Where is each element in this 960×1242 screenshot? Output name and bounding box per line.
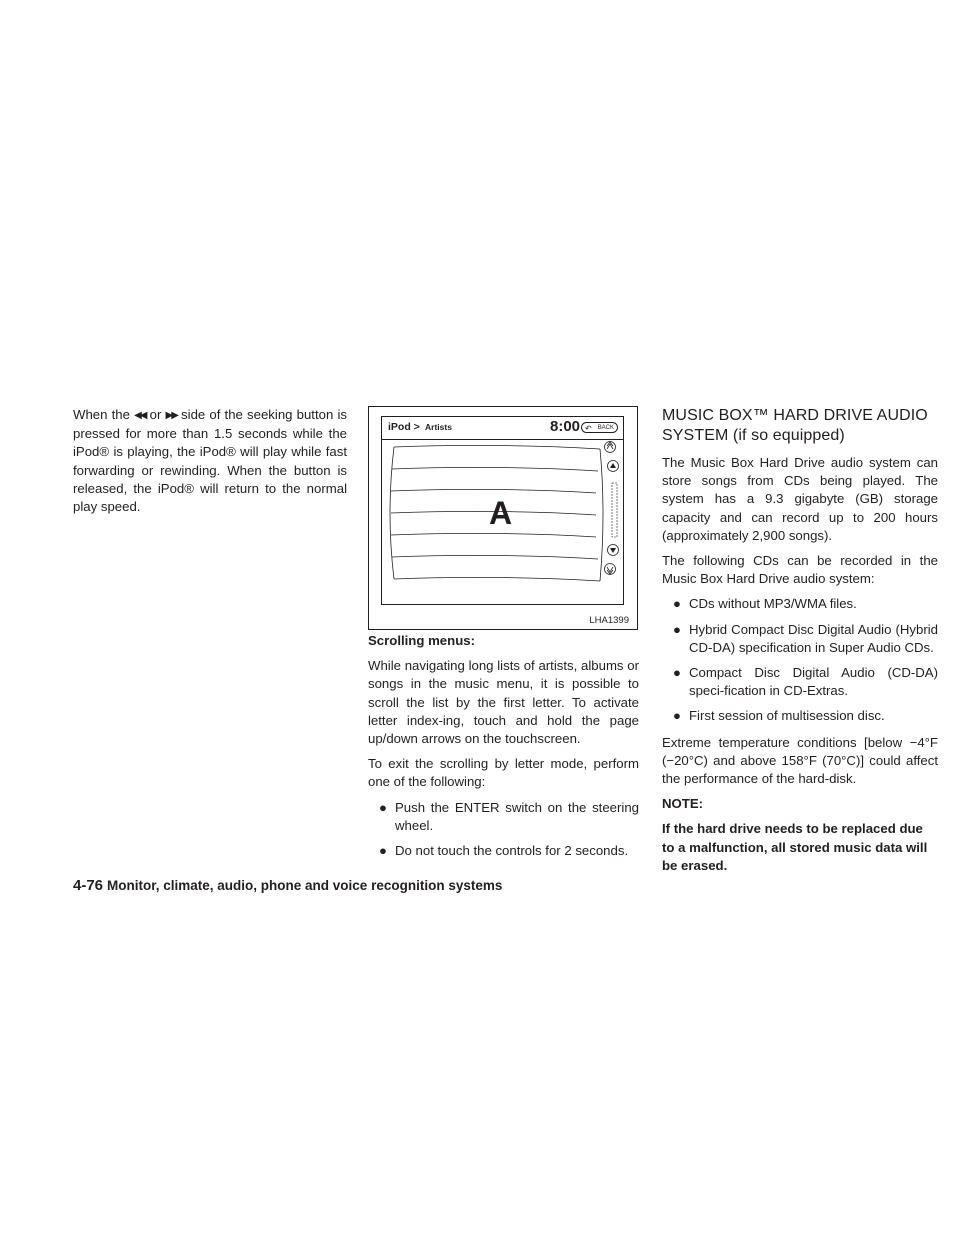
bullet-icon: ● [379, 799, 387, 815]
screen-header [382, 417, 623, 440]
breadcrumb-root: iPod > [388, 421, 420, 433]
list-row-divider [394, 445, 600, 449]
list-row-divider [394, 577, 600, 581]
column-3 [662, 406, 938, 882]
bullet-icon: ● [673, 596, 681, 612]
page-up-arrow-icon[interactable] [605, 442, 616, 453]
back-button[interactable]: ↶ BACK [581, 422, 618, 433]
list-item: ● Compact Disc Digital Audio (CD-DA) speci-fication in CD-Extras. [673, 665, 938, 699]
list-item: ● First session of multisession disc. [662, 707, 938, 725]
page-footer [73, 877, 502, 895]
bullet-icon: ● [379, 843, 387, 859]
bullet-icon: ● [673, 708, 681, 724]
letter-index: A [489, 495, 513, 531]
scrollbar [612, 483, 617, 537]
list-row-divider [392, 555, 598, 559]
skip-back-icon: ◀◀ [134, 410, 146, 421]
exit-list [368, 799, 639, 861]
note-heading: NOTE: [662, 796, 704, 812]
list-item: ● Hybrid Compact Disc Digital Audio (Hybrid CD-DA) specification in Super Audio CDs. [673, 621, 938, 655]
cds-paragraph: The following CDs can be recorded in the Music Box Hard Drive audio system: [662, 553, 938, 587]
breadcrumb-leaf: Artists [425, 422, 452, 432]
skip-forward-icon: ▶▶ [165, 410, 177, 421]
list-right-edge [600, 449, 603, 581]
scrolling-menus-heading: Scrolling menus: [368, 633, 475, 648]
page-down-arrow-icon[interactable] [605, 564, 616, 575]
list-row-divider [392, 467, 598, 471]
cd-list [662, 595, 938, 725]
list-row-divider [391, 533, 596, 537]
scroll-down-arrow-icon[interactable] [608, 545, 619, 556]
exit-paragraph: To exit the scrolling by letter mode, perform one of the following: [368, 756, 639, 790]
list-item: ● CDs without MP3/WMA files. [662, 595, 938, 613]
back-arrow-icon: ↶ [585, 424, 592, 433]
temperature-paragraph: Extreme temperature conditions [below −4°F (−20°C) and above 158°F (70°C)] could affect the performance of the hard-disk. [662, 734, 938, 787]
list-item: ● Push the ENTER switch on the steering wheel. [379, 799, 639, 833]
seek-paragraph: When the ◀◀ or ▶▶ side of the seeking button is pressed for more than 1.5 seconds while the iPod® is playing, the iPod® will play while fast forwarding or rewinding. When the button is released, the iPod® will return to the normal play speed. [73, 407, 347, 515]
bullet-icon: ● [673, 621, 681, 637]
storage-paragraph: The Music Box Hard Drive audio system can store songs from CDs being played. The system has a 9.3 gigabyte (GB) storage capacity and can record up to 200 hours (approximately 2,900 songs). [662, 455, 938, 543]
bullet-icon: ● [673, 665, 681, 681]
scroll-up-arrow-icon[interactable] [608, 461, 619, 472]
note-body: If the hard drive needs to be replaced due to a malfunction, all stored music data will be erased. [662, 821, 928, 873]
clock: 8:00 [550, 418, 581, 435]
chapter-title: Monitor, climate, audio, phone and voice recognition systems [107, 878, 503, 893]
ipod-artists-screen-figure [368, 406, 638, 630]
column-2 [368, 632, 639, 868]
column-1 [73, 406, 347, 523]
display-screen [381, 416, 624, 605]
section-title: MUSIC BOX™ HARD DRIVE AUDIO SYSTEM (if so equipped) [662, 407, 928, 444]
list-row-divider [391, 489, 596, 493]
figure-code: LHA1399 [589, 615, 629, 626]
scrolling-paragraph: While navigating long lists of artists, albums or songs in the music menu, it is possible to scroll the list by the first letter. To activate letter index-ing, touch and hold the page up/down arrows on the touchscreen. [368, 658, 639, 747]
list-item: ● Do not touch the controls for 2 seconds. [368, 842, 639, 860]
page-number: 4-76 [73, 877, 104, 894]
